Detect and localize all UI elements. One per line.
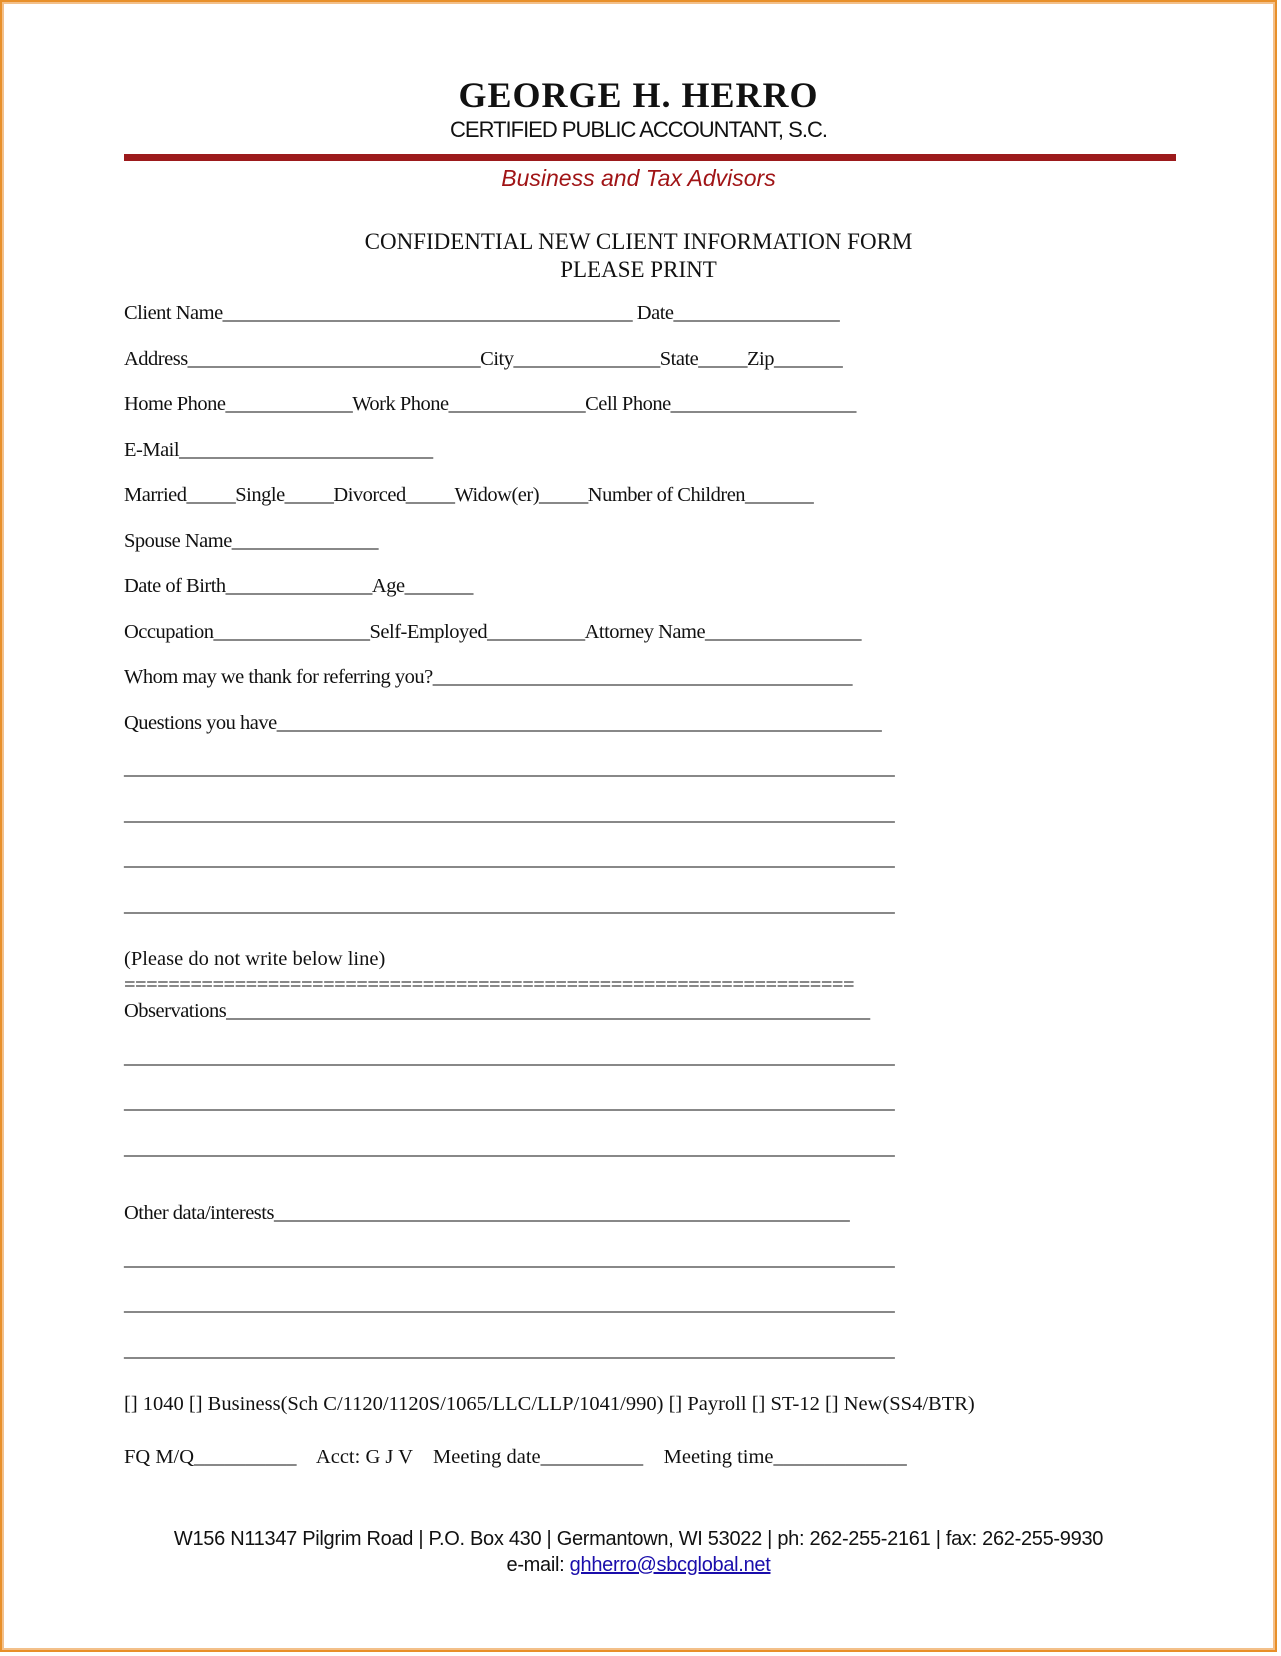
occupation-row[interactable]: Occupation________________Self-Employed__________Attorney Name________________ bbox=[124, 621, 862, 643]
spouse-name-row[interactable]: Spouse Name_______________ bbox=[124, 530, 379, 552]
observations-line: _______________________________________________________________________________ bbox=[124, 1137, 895, 1159]
footer-email bbox=[2, 1554, 1275, 1577]
questions-line[interactable]: _______________________________________________________________________________ bbox=[124, 848, 895, 870]
email-link[interactable]: ghherro@sbcglobal.net bbox=[569, 1554, 771, 1576]
questions-line[interactable]: _______________________________________________________________________________ bbox=[124, 803, 895, 825]
questions-line[interactable]: _______________________________________________________________________________ bbox=[124, 894, 895, 916]
other-data-row: Other data/interests___________________________________________________________ bbox=[124, 1202, 850, 1224]
tagline: Business and Tax Advisors bbox=[501, 165, 776, 191]
client-name-date-row[interactable]: Client Name__________________________________________ Date_________________ bbox=[124, 302, 840, 324]
marital-status-row[interactable]: Married_____Single_____Divorced_____Widow(er)_____Number of Children_______ bbox=[124, 484, 814, 506]
other-data-line: _______________________________________________________________________________ bbox=[124, 1339, 895, 1361]
observations-line: _______________________________________________________________________________ bbox=[124, 1091, 895, 1113]
observations-row: Observations__________________________________________________________________ bbox=[124, 1000, 870, 1022]
questions-row[interactable]: Questions you have______________________________________________________________ bbox=[124, 712, 882, 734]
other-data-line: _______________________________________________________________________________ bbox=[124, 1248, 895, 1270]
observations-line: _______________________________________________________________________________ bbox=[124, 1046, 895, 1068]
form-title-line1: CONFIDENTIAL NEW CLIENT INFORMATION FORM bbox=[364, 229, 913, 254]
service-type-row: [] 1040 [] Business(Sch C/1120/1120S/1065/LLC/LLP/1041/990) [] Payroll [] ST-12 [] New(SS4/BTR) bbox=[124, 1393, 975, 1415]
email-label: e-mail: bbox=[506, 1554, 570, 1576]
meeting-info-row: FQ M/Q__________ Acct: G J V Meeting date__________ Meeting time_____________ bbox=[124, 1446, 907, 1468]
form-title bbox=[2, 228, 1275, 284]
other-data-line: _______________________________________________________________________________ bbox=[124, 1293, 895, 1315]
firm-name: GEORGE H. HERRO bbox=[458, 75, 819, 115]
questions-line[interactable]: _______________________________________________________________________________ bbox=[124, 757, 895, 779]
form-title-line2: PLEASE PRINT bbox=[560, 257, 717, 282]
header-rule bbox=[124, 154, 1176, 161]
office-use-divider: ================================================================== bbox=[124, 974, 855, 996]
firm-title: CERTIFIED PUBLIC ACCOUNTANT, S.C. bbox=[450, 117, 827, 142]
office-use-note: (Please do not write below line) bbox=[124, 948, 386, 970]
referral-row[interactable]: Whom may we thank for referring you?___________________________________________ bbox=[124, 666, 852, 688]
footer-address: W156 N11347 Pilgrim Road | P.O. Box 430 | Germantown, WI 53022 | ph: 262-255-2161 | fax: 262-255-9930 bbox=[173, 1528, 1104, 1550]
birth-date-age-row[interactable]: Date of Birth_______________Age_______ bbox=[124, 575, 473, 597]
phone-row[interactable]: Home Phone_____________Work Phone______________Cell Phone___________________ bbox=[124, 393, 856, 415]
address-row[interactable]: Address______________________________City_______________State_____Zip_______ bbox=[124, 348, 843, 370]
email-row[interactable]: E-Mail__________________________ bbox=[124, 439, 433, 461]
